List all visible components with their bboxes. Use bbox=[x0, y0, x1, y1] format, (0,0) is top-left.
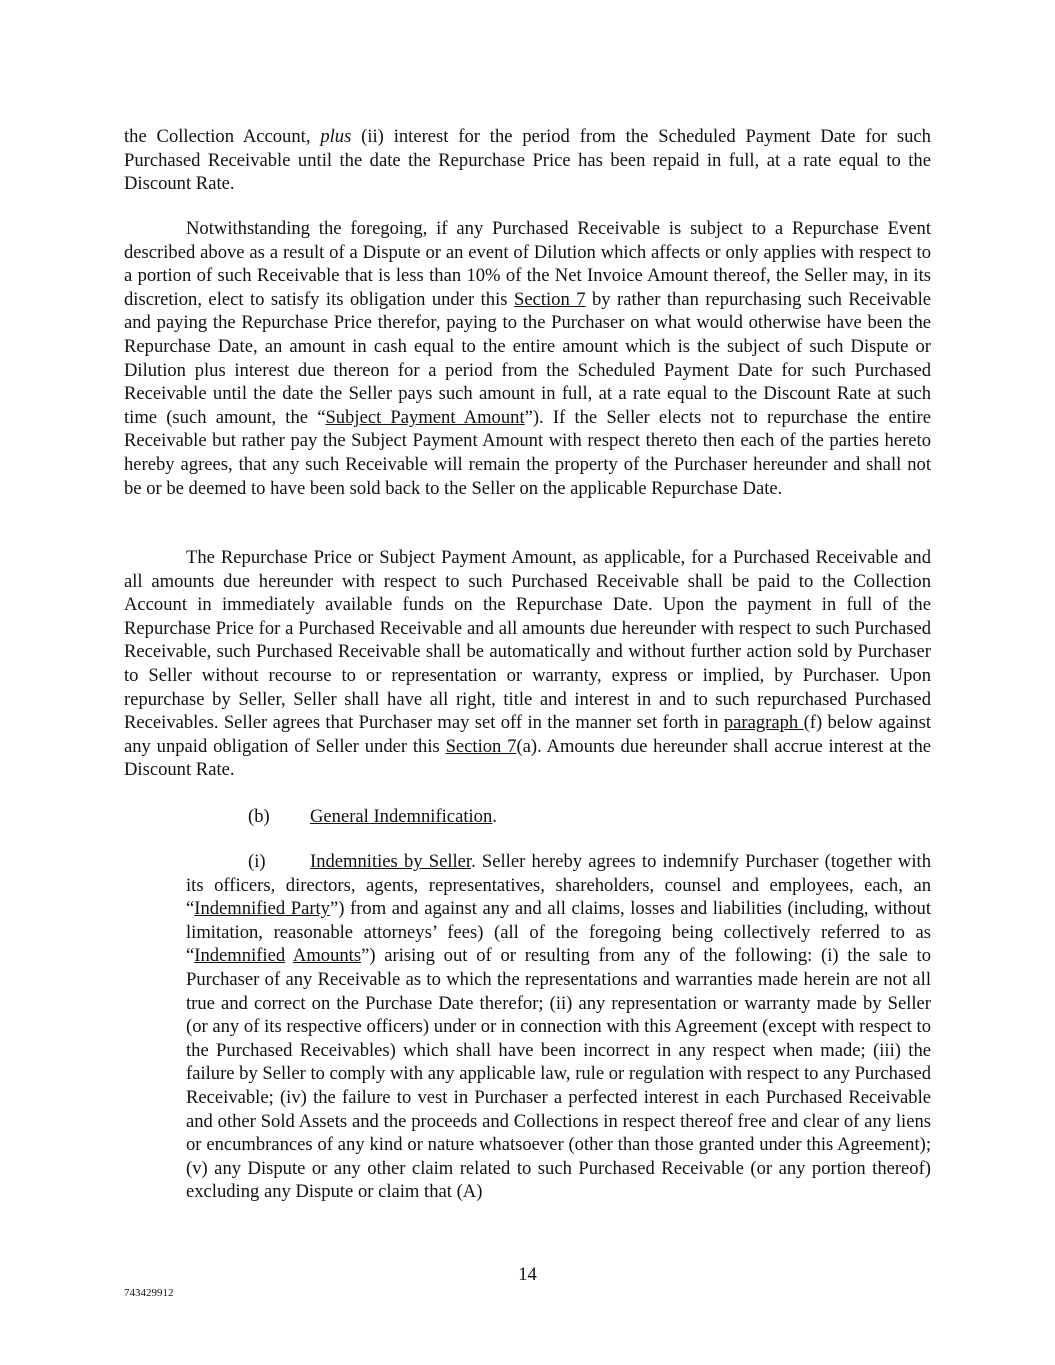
clause-title: Indemnities by Seller bbox=[310, 851, 472, 872]
text-run: . Seller hereby agrees to indemnify Purchaser (together with its officers, directors, agents, representatives, shareholders, counsel and employees, each, an “ bbox=[186, 851, 931, 920]
clause-title: General Indemnification bbox=[310, 806, 493, 827]
defined-term: Amounts bbox=[292, 945, 362, 967]
text-run: ”) arising out of or resulting from any of the following: (i) the sale to Purchaser of any Receivable as to which the representations and warranties made herein are not all true and correct on the Purchase Date therefor; (ii) any representation or warranty made by Seller (or any of its respective officers) under or in connection with this Agreement (except with respect to the Purchased Receivables) which shall have been incorrect in any respect when made; (iii) the failure by Seller to comply with any applicable law, rule or regulation with respect to any Purchased Receivable; (iv) the failure to vest in Purchaser a perfected interest in each Purchased Receivable and other Sold Assets and the proceeds and Collections in respect thereof free and clear of any liens or encumbrances of any kind or nature whatsoever (other than those granted under this Agreement); (v) any Dispute or any other claim related to such Purchased Receivable (or any portion thereof) excluding any Dispute or claim that (A) bbox=[186, 945, 931, 1203]
text-run bbox=[285, 945, 293, 966]
paragraph-collection-account bbox=[124, 125, 931, 196]
paragraph-indemnities-by-seller bbox=[186, 850, 931, 1204]
text-run: The Repurchase Price or Subject Payment Amount, as applicable, for a Purchased Receivable and all amounts due hereunder with respect to such Purchased Receivable shall be paid to the Collection Account in immediately available funds on the Repurchase Date. Upon the payment in full of the Repurchase Price for a Purchased Receivable and all amounts due hereunder with respect to such Purchased Receivable, such Purchased Receivable shall be automatically and without further action sold by Purchaser to Seller without recourse to or representation or warranty, express or implied, by Purchaser. Upon repurchase by Seller, Seller shall have all right, title and interest in and to such repurchased Purchased Receivables. Seller agrees that Purchaser may set off in the manner set forth in bbox=[124, 547, 931, 734]
clause-number: (i) bbox=[248, 851, 266, 872]
text-run: (ii) interest for the period from the Scheduled Payment Date for such Purchased Receivable until the date the Repurchase Price has been repaid in full, at a rate equal to the Discount Rate. bbox=[124, 126, 931, 195]
defined-term: Indemnified bbox=[194, 945, 286, 967]
text-run: ”). If the Seller elects not to repurchase the entire Receivable but rather pay the Subject Payment Amount with respect thereto then each of the parties hereto hereby agrees, that any such Receivable will remain the property of the Purchaser hereunder and shall not be or be deemed to have been sold back to the Seller on the applicable Repurchase Date. bbox=[124, 406, 931, 499]
italic-plus: plus bbox=[320, 126, 352, 147]
paragraph-reference: paragraph bbox=[723, 712, 804, 734]
section-reference: Section 7 bbox=[513, 288, 586, 310]
text-run: (f) below against any unpaid obligation of Seller under this bbox=[124, 712, 931, 757]
defined-term: Subject Payment Amount bbox=[325, 406, 525, 428]
defined-term: Indemnified Party bbox=[194, 898, 330, 920]
paragraph-repurchase-price bbox=[124, 546, 931, 782]
text-run: . bbox=[492, 806, 497, 827]
clause-number: (b) bbox=[248, 806, 270, 827]
text-run: (a). Amounts due hereunder shall accrue interest at the Discount Rate. bbox=[124, 735, 932, 781]
heading-general-indemnification bbox=[248, 805, 497, 829]
section-reference: Section 7 bbox=[445, 735, 517, 757]
text-run: by rather than repurchasing such Receivable and paying the Repurchase Price therefor, paying to the Purchaser on what would otherwise have been the Repurchase Date, an amount in cash equal to the entire amount which is the subject of such Dispute or Dilution plus interest due thereon for a period from the Scheduled Payment Date for such Purchased Receivable until the date the Seller pays such amount in full, at a rate equal to the Discount Rate at such time (such amount, the “ bbox=[124, 288, 931, 428]
text-run: Notwithstanding the foregoing, if any Purchased Receivable is subject to a Repurchase Event described above as a result of a Dispute or an event of Dilution which affects or only applies with respect to a portion of such Receivable that is less than 10% of the Net Invoice Amount thereof, the Seller may, in its discretion, elect to satisfy its obligation under this bbox=[124, 218, 931, 310]
paragraph-notwithstanding bbox=[124, 217, 931, 500]
document-id: 743429912 bbox=[124, 1287, 174, 1299]
text-run: the Collection Account, bbox=[124, 126, 321, 147]
page-number: 14 bbox=[518, 1264, 537, 1285]
text-run: ”) from and against any and all claims, losses and liabilities (including, without limitation, reasonable attorneys’ fees) (all of the foregoing being collectively referred to as “ bbox=[186, 898, 931, 967]
